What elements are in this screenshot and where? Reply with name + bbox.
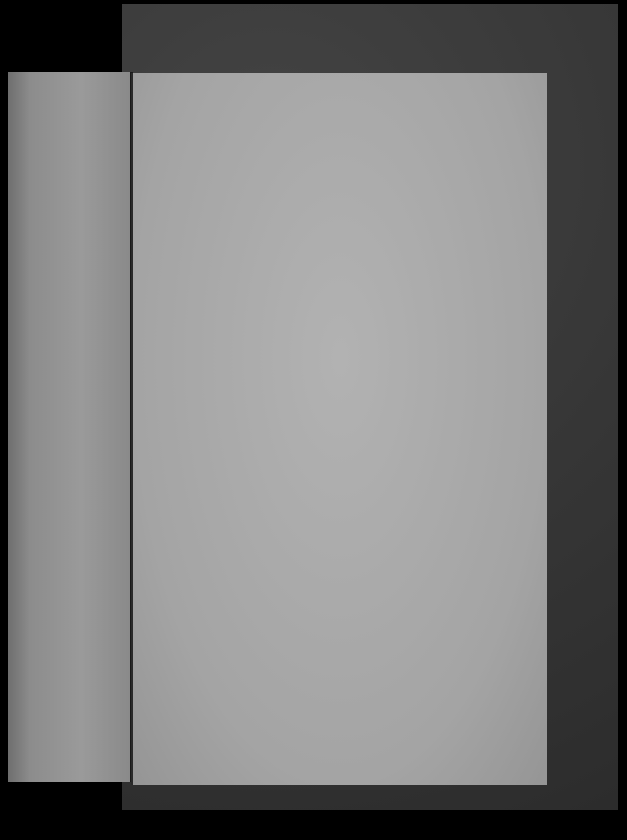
back-page-reverse-side bbox=[8, 72, 133, 782]
document-page bbox=[131, 73, 547, 785]
